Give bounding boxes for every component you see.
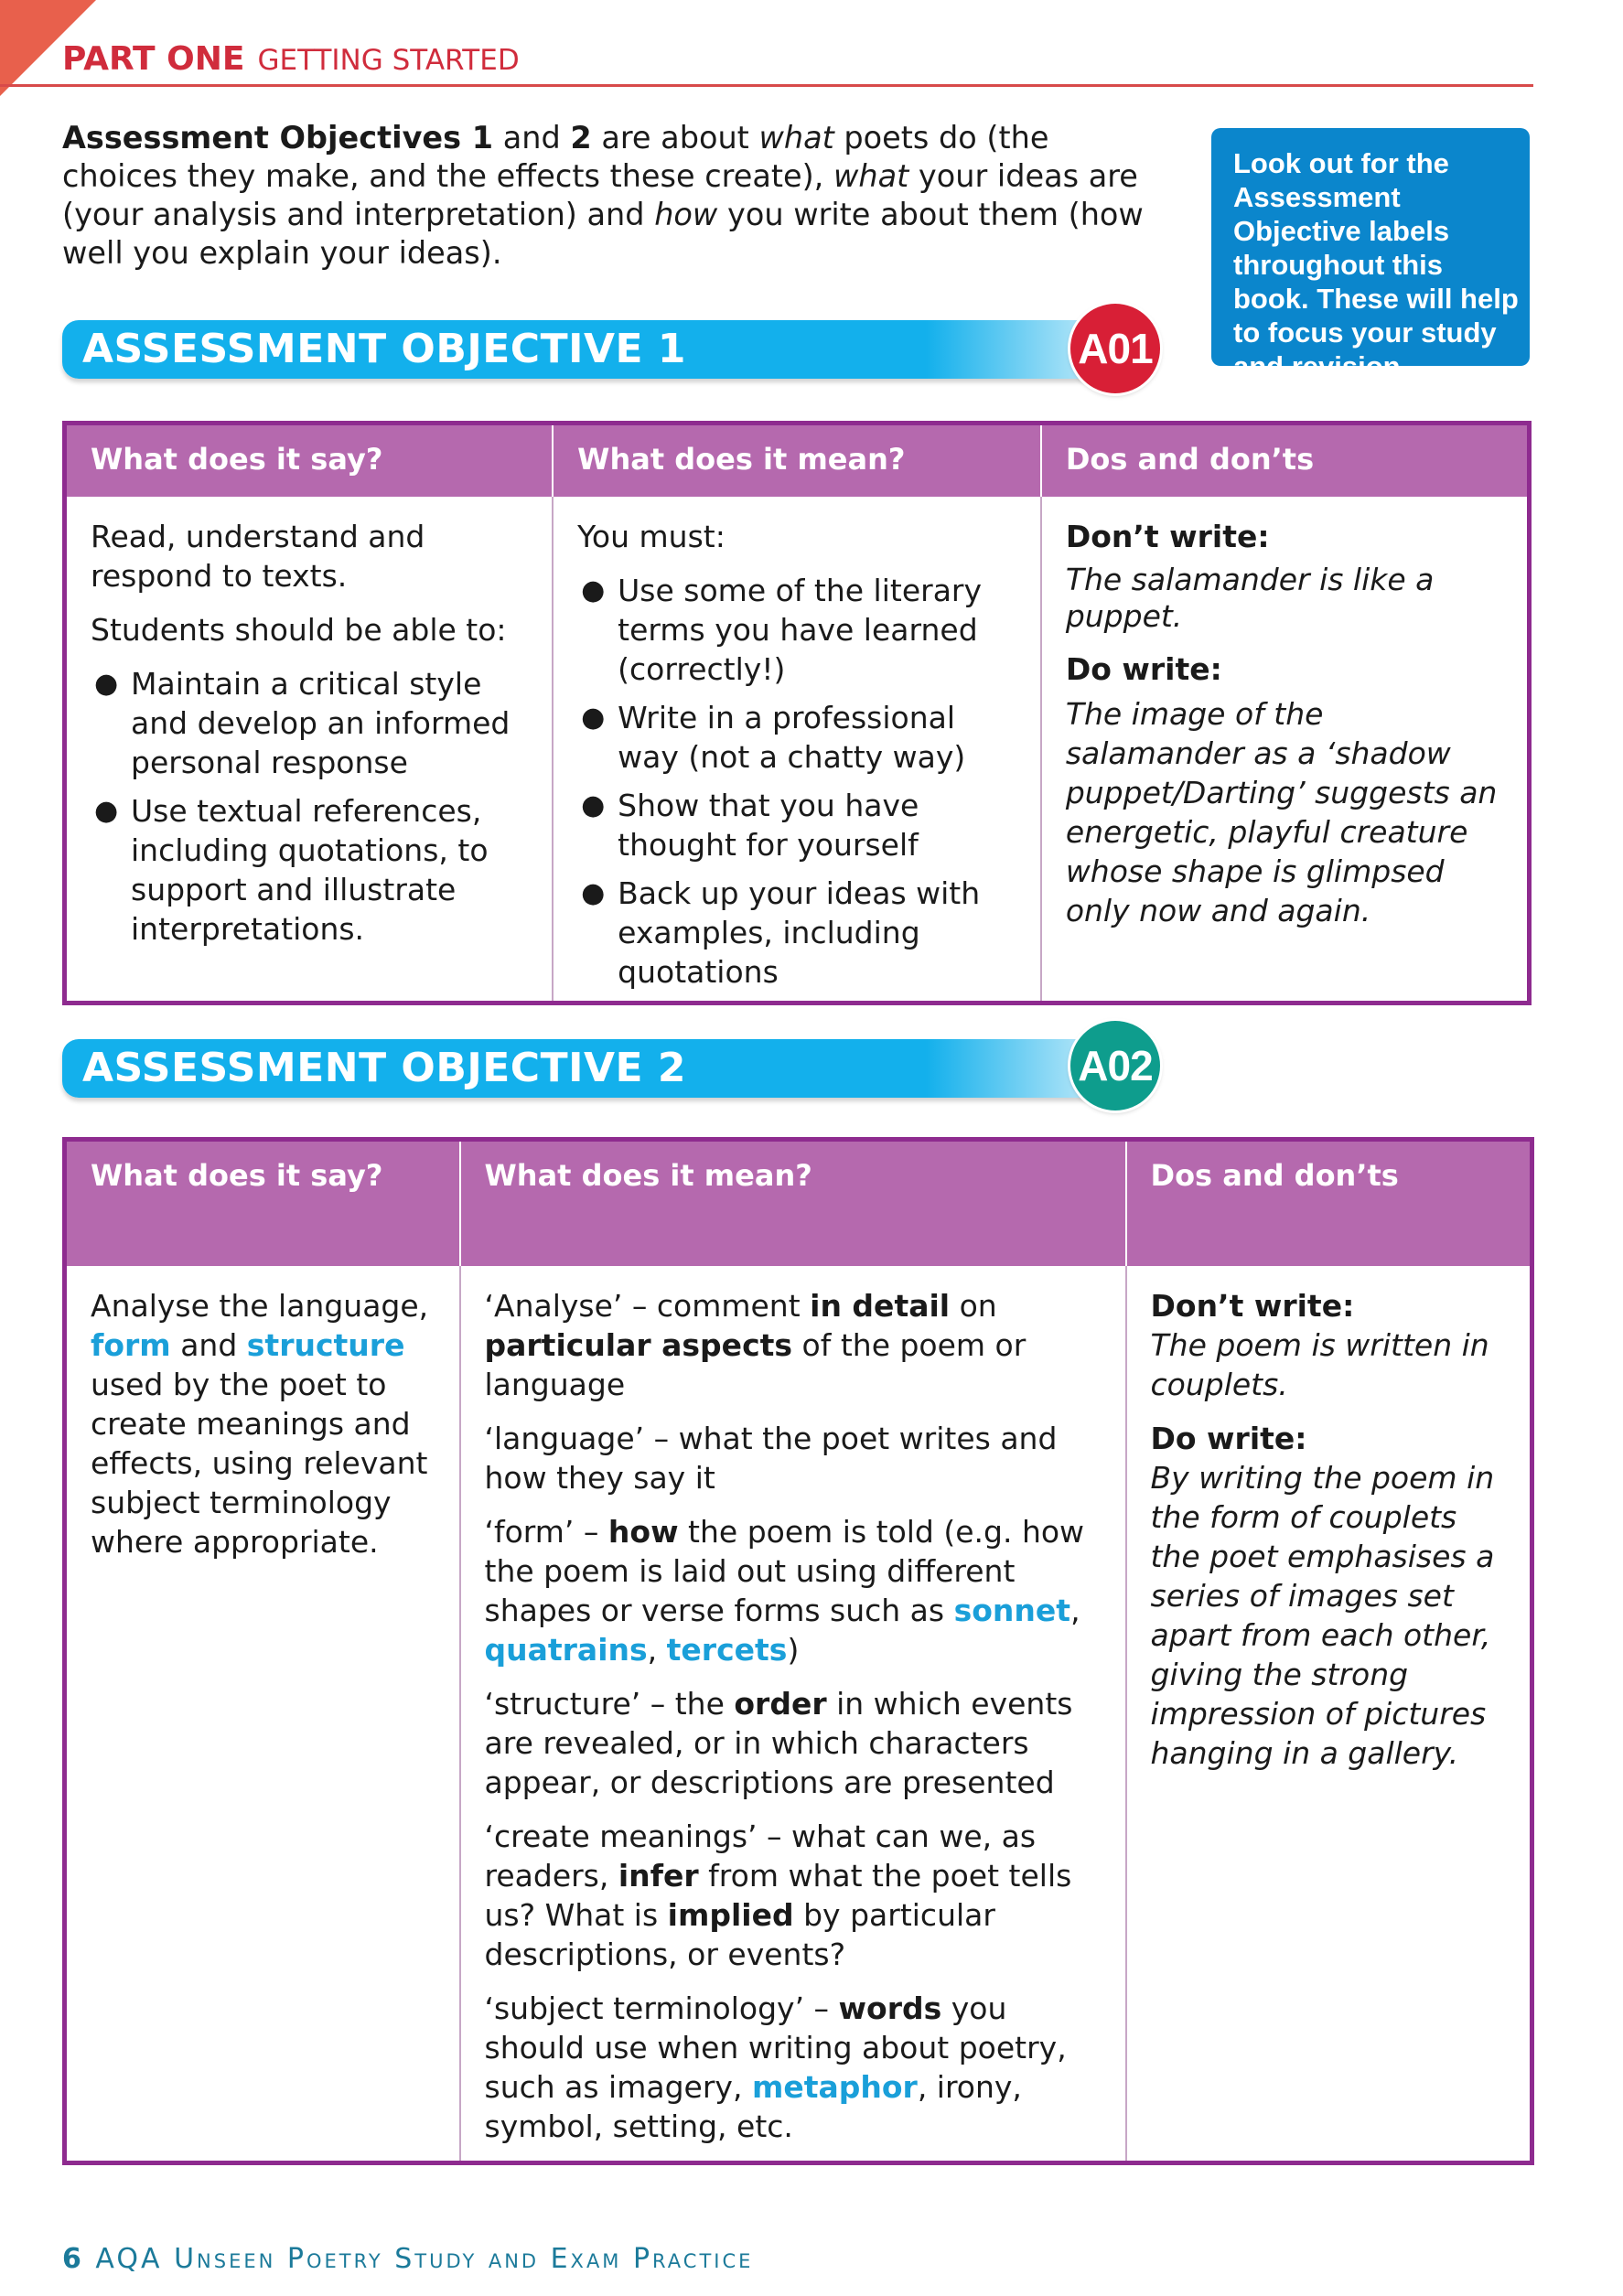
- ao2-banner: ASSESSMENT OBJECTIVE 2: [62, 1039, 1142, 1098]
- ao2-mean-form: [485, 1512, 1107, 1669]
- ao2-header-dos: Dos and don’ts: [1126, 1140, 1532, 1266]
- text: , irony, symbol, setting, etc.: [484, 2068, 1022, 2144]
- list-item: [91, 791, 533, 949]
- ao1-say-cell: [65, 497, 554, 1003]
- ao1-say-list: [91, 664, 533, 949]
- list-item: [577, 698, 1022, 777]
- bullet-icon: ●: [94, 667, 119, 700]
- list-item-text: Maintain a critical style and develop an informed personal response: [131, 665, 511, 780]
- page-header: [62, 40, 520, 78]
- text: ‘structure’ – the: [484, 1685, 735, 1722]
- text: you should use when writing about poetry, such as imagery,: [484, 1990, 1067, 2105]
- text: ‘form’ –: [484, 1513, 608, 1550]
- ao2-say-text: Analyse the language,: [91, 1287, 429, 1324]
- text: infer: [618, 1857, 699, 1894]
- ao2-mean-structure: [485, 1684, 1107, 1802]
- ao2-dos-cell: [1126, 1266, 1532, 2163]
- list-item: [91, 664, 533, 782]
- intro-text: are about: [591, 120, 759, 156]
- list-item-text: Back up your ideas with examples, including quotations: [618, 874, 981, 990]
- header-rule: [0, 84, 1533, 87]
- text: by particular descriptions, or events?: [484, 1896, 995, 1972]
- ao1-badge: A01: [1070, 304, 1160, 393]
- intro-text: what: [833, 158, 909, 194]
- ao2-say-text: and: [170, 1326, 247, 1363]
- ao2-do-text: By writing the poem in the form of couplets the poet emphasises a series of images set apart from each other, giving the strong impression of pictures hanging in a gallery.: [1150, 1459, 1495, 1771]
- intro-text: Assessment Objectives 1: [62, 120, 494, 156]
- text: of the poem or language: [484, 1326, 1026, 1402]
- ao1-dont-text: The salamander is like a puppet.: [1065, 561, 1435, 634]
- page-number: 6: [62, 2243, 84, 2275]
- intro-text: you write about them (how well you explain your ideas).: [62, 197, 1144, 271]
- intro-text: your ideas are (your analysis and interpretation) and: [62, 158, 1138, 232]
- text: on: [950, 1287, 997, 1324]
- text: order: [734, 1685, 827, 1722]
- bullet-icon: ●: [581, 789, 606, 821]
- ao2-badge: A02: [1070, 1021, 1160, 1110]
- footer-title: AQA Unseen Poetry Study and Exam Practice: [95, 2243, 754, 2275]
- intro-text: what: [758, 120, 834, 156]
- ao1-mean-cell: [553, 497, 1041, 1003]
- term-link-tercets: tercets: [666, 1631, 788, 1668]
- term-link-structure: structure: [246, 1326, 405, 1363]
- text: ‘create meanings’ – what can we, as readers,: [484, 1818, 1037, 1894]
- ao1-mean-intro: You must:: [577, 518, 726, 554]
- ao1-header-mean: What does it mean?: [553, 424, 1041, 497]
- text: ): [787, 1631, 800, 1668]
- term-link-form: form: [91, 1326, 171, 1363]
- ao2-table: [62, 1137, 1534, 2165]
- text: in which events are revealed, or in which characters appear, or descriptions are presented: [484, 1685, 1073, 1800]
- ao1-say-p2: Students should be able to:: [91, 611, 507, 648]
- ao2-dont-text: The poem is written in couplets.: [1150, 1326, 1489, 1402]
- page-footer: [62, 2243, 753, 2275]
- bullet-icon: ●: [94, 794, 119, 827]
- list-item: [577, 571, 1022, 689]
- text: from what the poet tells us? What is: [484, 1857, 1072, 1933]
- ao1-header-dos: Dos and don’ts: [1041, 424, 1530, 497]
- text: ,: [647, 1631, 667, 1668]
- ao2-mean-meanings: [485, 1817, 1107, 1974]
- text: in detail: [810, 1287, 951, 1324]
- bullet-icon: ●: [581, 701, 606, 734]
- ao1-dont-label: Don’t write:: [1065, 518, 1270, 554]
- text: implied: [667, 1896, 794, 1933]
- text: particular aspects: [484, 1326, 793, 1363]
- ao1-banner: ASSESSMENT OBJECTIVE 1: [62, 320, 1142, 379]
- ao2-mean-cell: [460, 1266, 1126, 2163]
- intro-text: poets do (the choices they make, and the effects these create),: [62, 120, 1049, 194]
- ao2-dont-label: Don’t write:: [1150, 1287, 1355, 1324]
- ao2-mean-terminology: [485, 1989, 1107, 2146]
- ao2-header-say: What does it say?: [65, 1140, 460, 1266]
- text: how: [607, 1513, 679, 1550]
- ao2-mean-analyse: [485, 1286, 1107, 1404]
- text: words: [838, 1990, 942, 2026]
- ao1-dos-cell: [1041, 497, 1530, 1003]
- bullet-icon: ●: [581, 574, 606, 606]
- ao2-do-label: Do write:: [1150, 1420, 1307, 1456]
- term-link-sonnet: sonnet: [953, 1592, 1071, 1628]
- ao1-do-text: The image of the salamander as a ‘shadow puppet/Darting’ suggests an energetic, playful creature whose shape is glimpsed only now and again.: [1065, 695, 1498, 928]
- intro-text: 2: [570, 120, 592, 156]
- term-link-metaphor: metaphor: [751, 2068, 918, 2105]
- ao1-mean-list: [577, 571, 1022, 992]
- intro-paragraph: [62, 119, 1151, 273]
- ao1-table: [62, 421, 1532, 1005]
- text: ,: [1070, 1592, 1080, 1628]
- text: ‘Analyse’ – comment: [484, 1287, 811, 1324]
- list-item-text: Write in a professional way (not a chatty way): [618, 699, 966, 775]
- list-item-text: Show that you have thought for yourself: [618, 787, 919, 863]
- ao1-header-say: What does it say?: [65, 424, 554, 497]
- ao2-say-text: used by the poet to create meanings and effects, using relevant subject terminology where appropriate.: [91, 1366, 428, 1560]
- bullet-icon: ●: [581, 876, 606, 909]
- term-link-quatrains: quatrains: [484, 1631, 648, 1668]
- text: the poem is told (e.g. how the poem is laid out using different shapes or verse forms such as: [484, 1513, 1085, 1628]
- ao1-do-label: Do write:: [1065, 650, 1222, 687]
- intro-text: how: [654, 197, 718, 232]
- text: ‘subject terminology’ –: [484, 1990, 839, 2026]
- list-item: [577, 786, 1022, 864]
- ao2-header-mean: What does it mean?: [460, 1140, 1126, 1266]
- ao2-mean-language: ‘language’ – what the poet writes and how they say it: [484, 1420, 1058, 1496]
- part-label: PART ONE: [62, 40, 245, 78]
- list-item: [577, 874, 1022, 992]
- section-label: GETTING STARTED: [257, 44, 520, 77]
- callout-box: Look out for the Assessment Objective labels throughout this book. These will help to focus your study and revision.: [1211, 128, 1530, 366]
- list-item-text: Use some of the literary terms you have learned (correctly!): [618, 572, 983, 687]
- ao2-say-cell: [65, 1266, 460, 2163]
- ao1-say-p1: Read, understand and respond to texts.: [91, 518, 425, 594]
- list-item-text: Use textual references, including quotations, to support and illustrate interpretations.: [131, 792, 489, 947]
- intro-text: and: [493, 120, 571, 156]
